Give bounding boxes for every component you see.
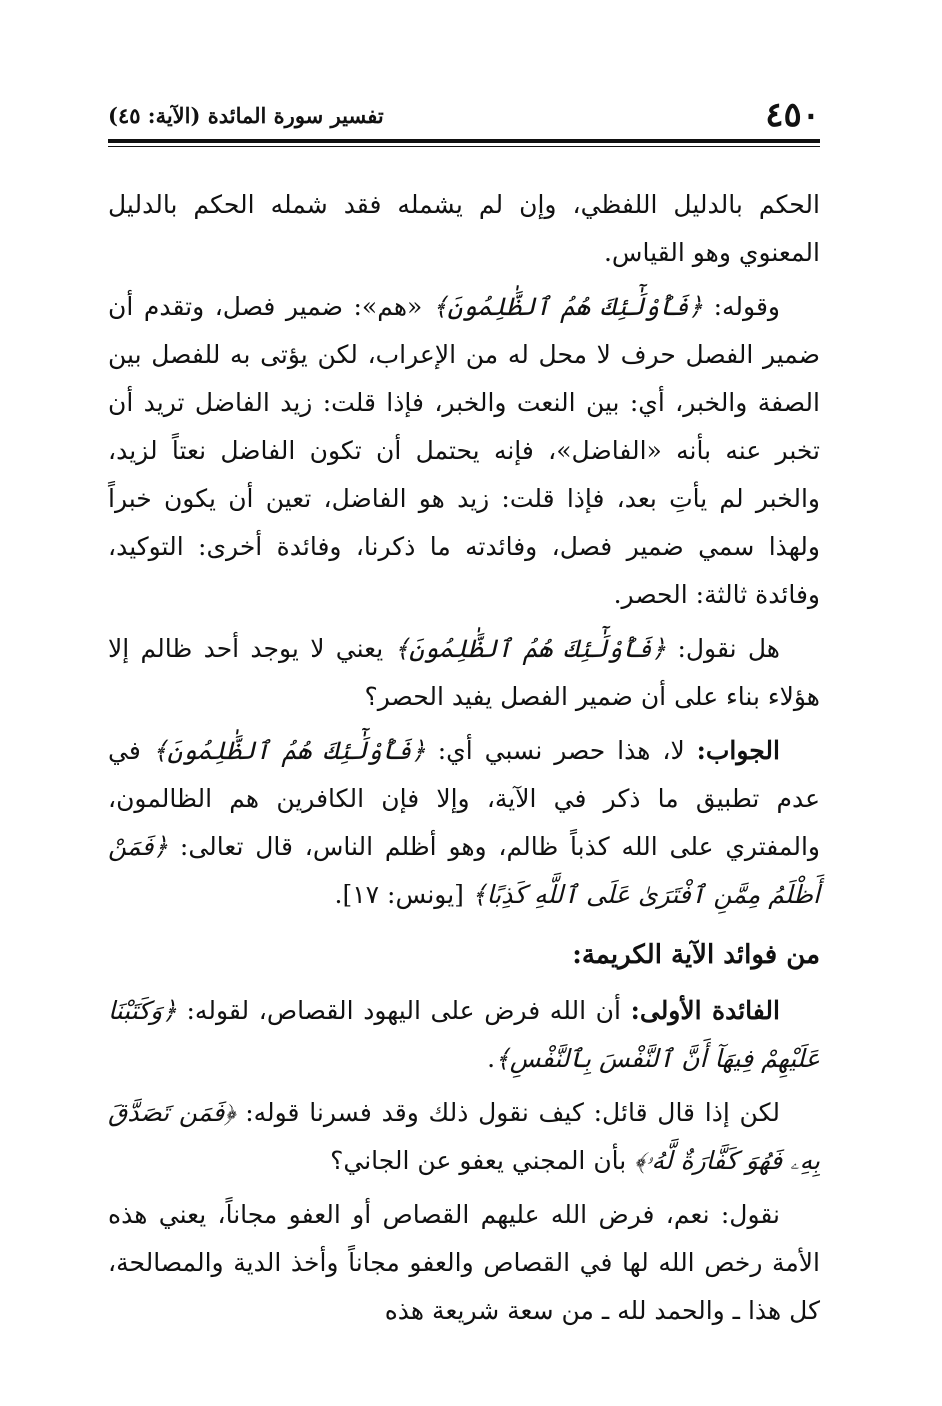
paragraph-4-text-b: في عدم تطبيق ما ذكر في الآية، وإلا فإن الكافرين هم الظالمون، والمفتري على الله كذباً ظالم، وهو أظلم الناس، قال تعالى:: [108, 736, 820, 861]
paragraph-5: [108, 987, 820, 1083]
paragraph-3-text-b: يعني لا يوجد أحد ظالم إلا هؤلاء بناء على أن ضمير الفصل يفيد الحصر؟: [108, 634, 820, 711]
paragraph-5-text-b: .: [487, 1044, 496, 1073]
paragraph-2-text-b: «هم»: ضمير فصل، وتقدم أن ضمير الفصل حرف لا محل له من الإعراب، لكن يؤتى به للفصل بين الصفة والخبر، أي: بين النعت والخبر، فإذا قلت: زيد الفاضل تريد أن تخبر عنه بأنه «الفاضل»، فإنه يحتمل أن تكون الفاضل نعتاً لزيد، والخبر لم يأتِ بعد، فإذا قلت: زيد هو الفاضل، تعين أن يكون خبراً ولهذا سمي ضمير فصل، وفائدته ما ذكرنا، وفائدة أخرى: التوكيد، وفائدة ثالثة: الحصر.: [108, 292, 820, 609]
page-number: ٤٥٠: [765, 95, 820, 135]
quran-verse: ﴿فَمَن تَصَدَّقَ بِهِۦ فَهُوَ كَفَّارَةٌ لَّهُۥ﴾: [108, 1098, 820, 1175]
page-body: [108, 181, 820, 1335]
quran-verse: ﴿فَأُوْلَٰٓئِكَ هُمُ ٱلظَّٰلِمُونَ﴾: [152, 736, 426, 765]
page-header: [108, 95, 820, 139]
header-rule-thin: [108, 146, 820, 147]
paragraph-6-text-a: لكن إذا قال قائل: كيف نقول ذلك وقد فسرنا قوله:: [235, 1098, 780, 1127]
paragraph-2-text-a: وقوله:: [703, 292, 780, 321]
quran-verse: ﴿فَمَنْ أَظْلَمُ مِمَّنِ ٱفْتَرَىٰ عَلَى ٱللَّهِ كَذِبًا﴾: [108, 832, 820, 909]
paragraph-2: [108, 283, 820, 619]
paragraph-5-text-a: أن الله فرض على اليهود القصاص، لقوله:: [176, 996, 631, 1025]
paragraph-1: الحكم بالدليل اللفظي، وإن لم يشمله فقد شمله الحكم بالدليل المعنوي وهو القياس.: [108, 190, 820, 267]
paragraph-4-text-a: لا، هذا حصر نسبي أي:: [425, 736, 697, 765]
paragraph-4: [108, 727, 820, 919]
paragraph-6-text-b: بأن المجني يعفو عن الجاني؟: [330, 1146, 635, 1175]
paragraph-6: [108, 1089, 820, 1185]
header-rule-thick: [108, 139, 820, 143]
quran-verse: ﴿وَكَتَبْنَا عَلَيْهِمْ فِيهَآ أَنَّ ٱلنَّفْسَ بِٱلنَّفْسِ﴾: [108, 996, 820, 1073]
quran-verse: ﴿فَأُوْلَٰٓئِكَ هُمُ ٱلظَّٰلِمُونَ﴾: [394, 634, 667, 663]
verse-reference: [يونس: ١٧].: [334, 880, 472, 909]
benefit-label: الفائدة الأولى:: [630, 996, 780, 1025]
quran-verse: ﴿فَأُوْلَٰٓئِكَ هُمُ ٱلظَّٰلِمُونَ﴾: [432, 292, 704, 321]
paragraph-7: نقول: نعم، فرض الله عليهم القصاص أو العفو مجاناً، يعني هذه الأمة رخص الله لها في القصاص والعفو مجاناً وأخذ الدية والمصالحة، كل هذا ـ والحمد لله ـ من سعة شريعة هذه: [108, 1200, 820, 1325]
answer-label: الجواب:: [696, 736, 780, 765]
section-heading: من فوائد الآية الكريمة:: [572, 940, 820, 970]
book-page: [108, 95, 820, 1341]
paragraph-3-text-a: هل نقول:: [666, 634, 780, 663]
paragraph-3: [108, 625, 820, 721]
running-title: تفسير سورة المائدة (الآية: ٤٥): [108, 103, 384, 128]
